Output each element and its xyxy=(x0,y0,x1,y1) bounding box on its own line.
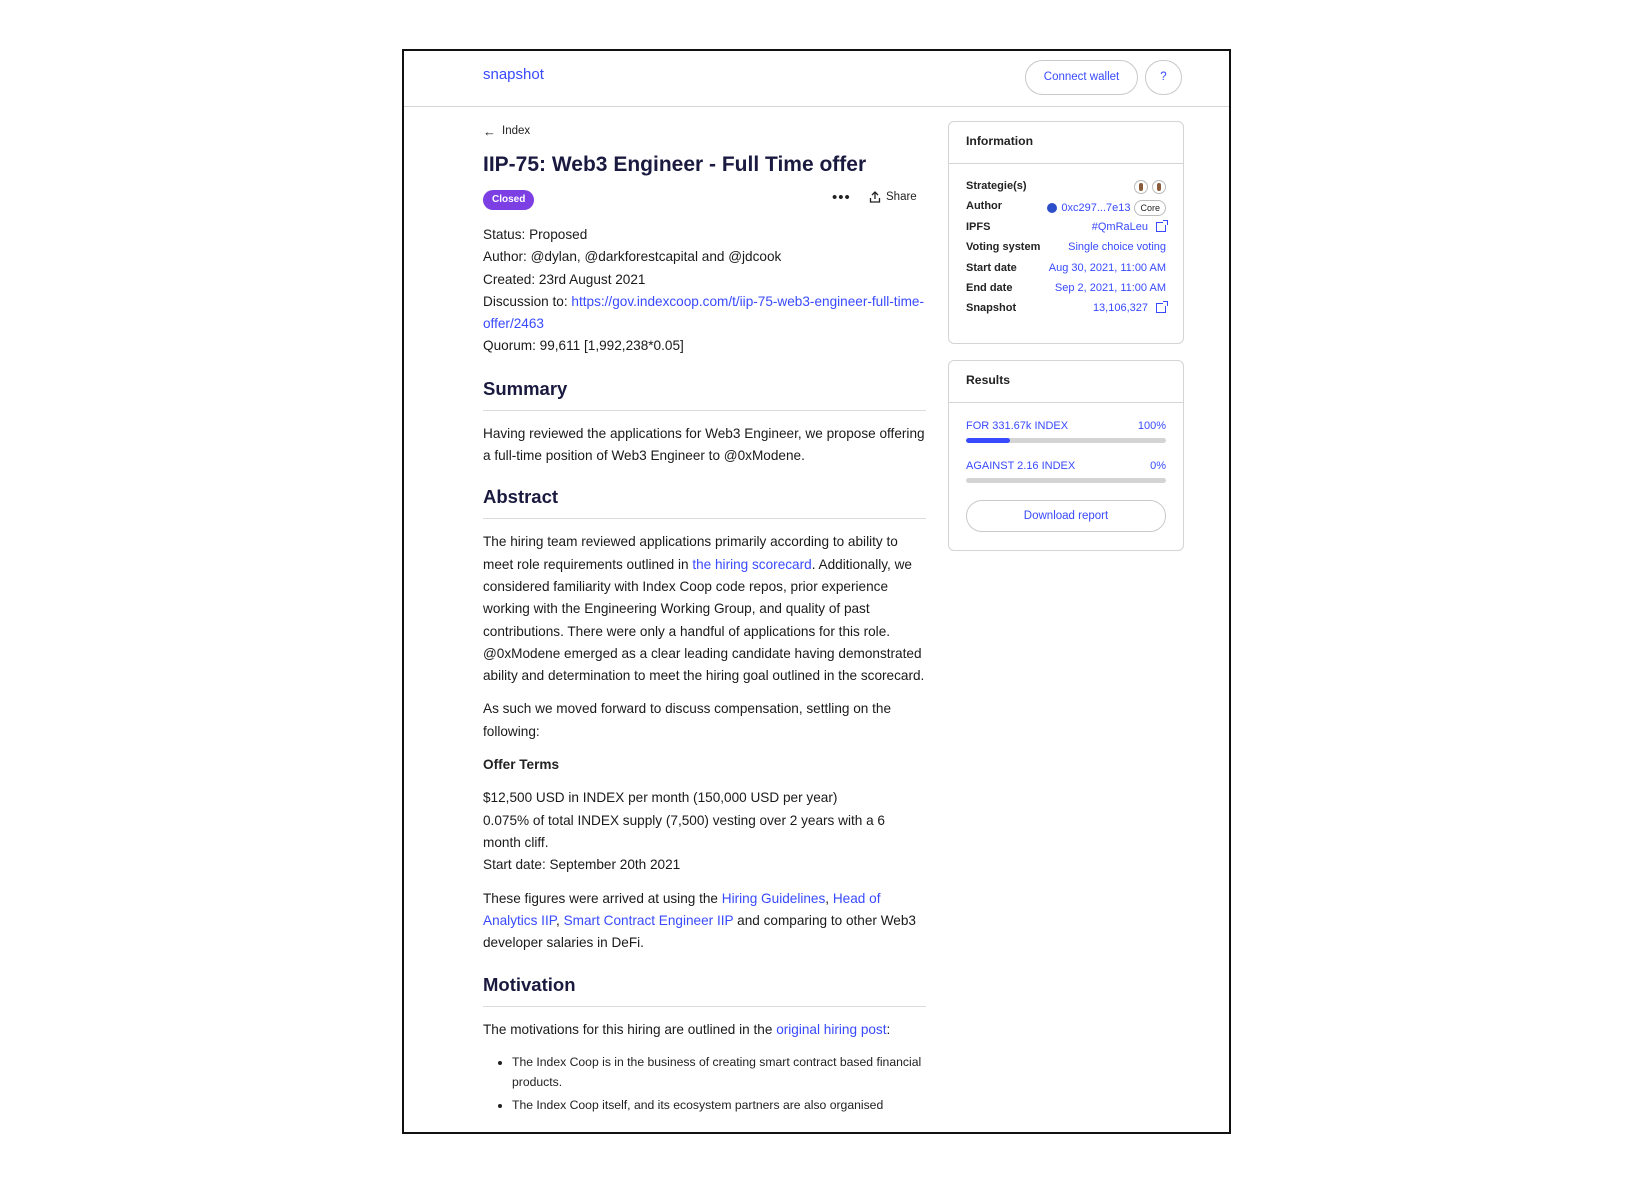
avatar xyxy=(1047,203,1057,213)
motivation-section xyxy=(483,1019,926,1115)
information-rows xyxy=(949,164,1183,321)
info-row-strategies xyxy=(966,178,1166,198)
meta-created: Created: 23rd August 2021 xyxy=(483,271,646,287)
offer-terms-title: Offer Terms xyxy=(483,757,560,773)
start-date-label: Start date xyxy=(966,261,1017,274)
arrow-left-icon: ← xyxy=(483,123,496,139)
back-link-label: Index xyxy=(502,125,531,137)
result-for-bar-fill xyxy=(966,438,1010,443)
strategy-icon[interactable] xyxy=(1152,180,1166,194)
abstract-p4-sep-1: , xyxy=(825,890,833,906)
motivation-intro-text-a: The motivations for this hiring are outlined in the xyxy=(483,1022,777,1038)
result-for-bar xyxy=(966,438,1166,443)
end-date-value: Sep 2, 2021, 11:00 AM xyxy=(1054,281,1166,294)
list-item: • The Index Coop itself, and its ecosystem partners are also organised xyxy=(512,1095,926,1116)
start-date-value: Aug 30, 2021, 11:00 AM xyxy=(1048,261,1166,274)
result-row-against xyxy=(966,458,1166,475)
abstract-section xyxy=(483,531,926,954)
summary-text: Having reviewed the applications for Web3 Engineer, we propose offering a full-time position of Web3 Engineer to @0xModene. xyxy=(483,425,925,464)
strategies-value[interactable] xyxy=(1134,180,1166,194)
author-label: Author xyxy=(966,200,1003,213)
summary-section xyxy=(483,423,926,468)
offer-terms xyxy=(483,787,926,876)
status-badge: Closed xyxy=(483,190,534,210)
share-button[interactable] xyxy=(869,191,917,203)
result-row-for xyxy=(966,418,1166,435)
ipfs-value[interactable] xyxy=(1092,221,1166,233)
result-against-label: AGAINST 2.16 INDEX xyxy=(966,460,1076,472)
motivation-intro xyxy=(483,1019,926,1041)
meta-quorum: Quorum: 99,611 [1,992,238*0.05] xyxy=(483,338,684,354)
help-button[interactable]: ? xyxy=(1145,60,1182,95)
meta-status: Status: Proposed xyxy=(483,227,588,242)
share-label: Share xyxy=(886,191,917,203)
hiring-guidelines-link[interactable]: Hiring Guidelines xyxy=(721,890,826,906)
offer-line-1: $12,500 USD in INDEX per month (150,000 USD per year) xyxy=(483,790,838,806)
info-row-snapshot xyxy=(966,300,1166,320)
discussion-prefix: Discussion to: xyxy=(483,293,572,309)
motivation-list xyxy=(483,1052,926,1116)
head-of-analytics-iip-link[interactable]: Head of Analytics IIP xyxy=(483,890,881,928)
strategies-label: Strategie(s) xyxy=(966,180,1027,192)
info-row-voting-system xyxy=(966,239,1166,259)
abstract-paragraph-2: As such we moved forward to discuss compensation, settling on the following: xyxy=(483,701,892,739)
meta-discussion xyxy=(483,291,926,336)
browser-frame xyxy=(402,49,1231,1134)
core-badge: Core xyxy=(1134,200,1166,216)
abstract-p4-text-b: and comparing to other Web3 developer salaries in DeFi. xyxy=(483,912,916,951)
proposal-title: IIP-75: Web3 Engineer - Full Time offer xyxy=(483,153,867,176)
ipfs-label: IPFS xyxy=(966,220,991,233)
offer-line-2: 0.075% of total INDEX supply (7,500) vesting over 2 years with a 6 month cliff. xyxy=(483,812,885,850)
info-row-start-date xyxy=(966,260,1166,280)
proposal-actions-row xyxy=(483,189,926,213)
snapshot-value[interactable] xyxy=(1093,302,1166,314)
abstract-p1-text-a: The hiring team reviewed applications primarily according to ability to meet role requirements outlined in xyxy=(483,534,898,572)
author-value[interactable] xyxy=(1047,200,1166,216)
motivation-heading: Motivation xyxy=(483,974,926,1007)
info-row-end-date xyxy=(966,280,1166,300)
share-icon xyxy=(869,191,881,203)
information-card xyxy=(948,121,1184,344)
more-options-icon[interactable]: ••• xyxy=(832,189,851,206)
connect-wallet-button[interactable]: Connect wallet xyxy=(1025,60,1138,95)
result-for-label: FOR 331.67k INDEX xyxy=(966,420,1069,432)
strategy-icon[interactable] xyxy=(1134,180,1148,194)
snapshot-logo[interactable]: snapshot xyxy=(483,66,544,83)
summary-heading: Summary xyxy=(483,378,926,411)
result-against-bar xyxy=(966,478,1166,483)
back-link[interactable] xyxy=(483,123,926,139)
abstract-p4-text-a: These figures were arrived at using the xyxy=(483,890,722,906)
results-card xyxy=(948,360,1184,551)
info-row-ipfs xyxy=(966,219,1166,239)
proposal-meta xyxy=(483,224,926,358)
abstract-paragraph-4 xyxy=(483,888,926,955)
voting-system-label: Voting system xyxy=(966,241,1041,254)
abstract-p4-sep-2: , xyxy=(556,912,564,928)
author-address[interactable]: 0xc297...7e13 xyxy=(1061,202,1131,215)
motivation-intro-text-b: : xyxy=(886,1022,891,1038)
abstract-p1-text-b: . Additionally, we considered familiarity with Index Coop code repos, prior experience working with the Engineering Working Group, and quality of past contributions. There were only a handful of applications for this role. @0xModene emerged as a clear leading candidate having demonstrated ability and determination to meet the hiring goal outlined in the scorecard. xyxy=(483,556,925,684)
hiring-scorecard-link[interactable]: the hiring scorecard xyxy=(692,556,812,572)
smart-contract-engineer-iip-link[interactable]: Smart Contract Engineer IIP xyxy=(563,912,734,928)
download-report-button[interactable]: Download report xyxy=(966,500,1166,532)
offer-line-3: Start date: September 20th 2021 xyxy=(483,857,681,873)
information-title: Information xyxy=(949,122,1183,164)
proposal-main xyxy=(483,123,926,1117)
external-link-icon[interactable] xyxy=(1156,303,1166,313)
top-header xyxy=(404,51,1229,107)
meta-author: Author: @dylan, @darkforestcapital and @jdcook xyxy=(483,249,782,265)
external-link-icon[interactable] xyxy=(1156,222,1166,232)
results-title: Results xyxy=(949,361,1183,403)
ipfs-hash[interactable]: #QmRaLeu xyxy=(1091,220,1148,233)
voting-system-value: Single choice voting xyxy=(1068,241,1166,254)
result-against-percent: 0% xyxy=(1150,460,1166,472)
original-hiring-post-link[interactable]: original hiring post xyxy=(776,1022,887,1038)
result-for-percent: 100% xyxy=(1137,420,1166,432)
list-item: • The Index Coop is in the business of creating smart contract based financial products. xyxy=(512,1052,926,1093)
snapshot-block[interactable]: 13,106,327 xyxy=(1092,302,1148,315)
info-row-author xyxy=(966,198,1166,218)
abstract-paragraph-1 xyxy=(483,531,926,687)
discussion-link[interactable]: https://gov.indexcoop.com/t/iip-75-web3-engineer-full-time-offer/2463 xyxy=(483,293,925,332)
end-date-label: End date xyxy=(966,281,1013,294)
abstract-heading: Abstract xyxy=(483,486,926,519)
snapshot-label: Snapshot xyxy=(966,302,1017,315)
results-body xyxy=(949,403,1183,532)
